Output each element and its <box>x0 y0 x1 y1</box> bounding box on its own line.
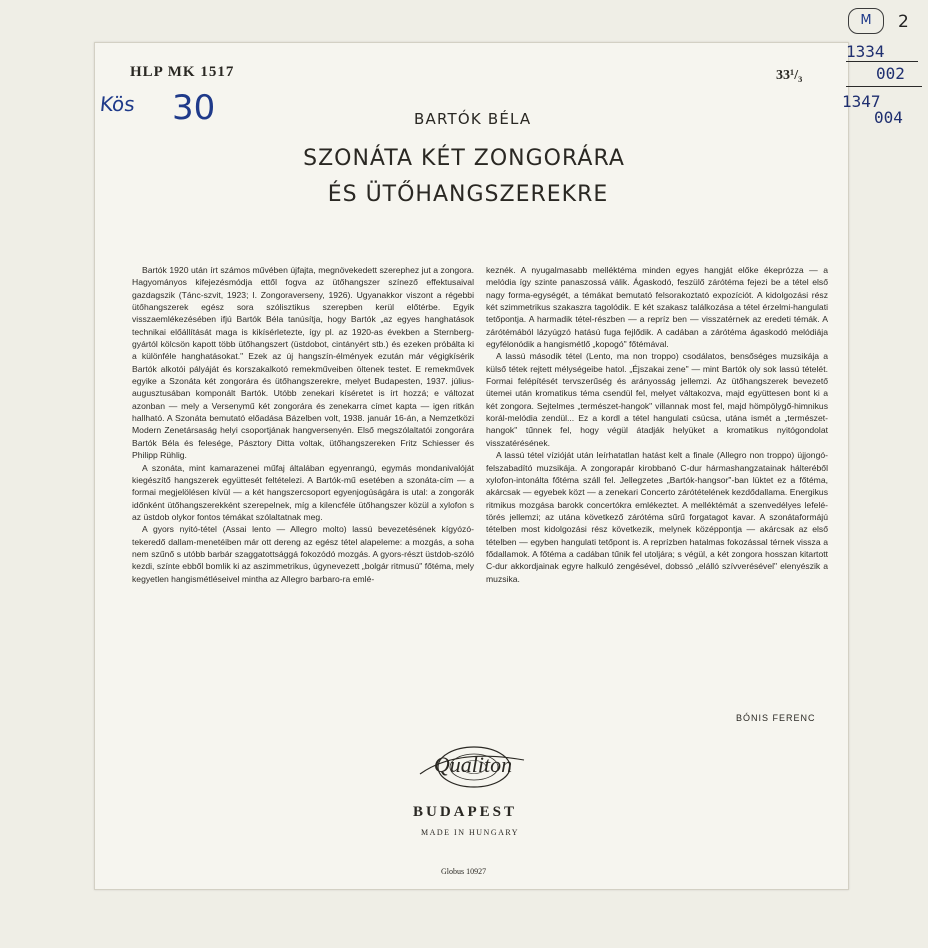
handwritten-kos-note: Kös <box>98 92 137 116</box>
code-underline <box>846 86 922 87</box>
playback-speed: 33¹/₃ <box>776 68 803 83</box>
archive-code-3: 1347 <box>842 92 881 111</box>
album-title-line-1: SZONÁTA KÉT ZONGORÁRA <box>303 146 625 171</box>
liner-paragraph: A lassú második tétel (Lento, ma non troppo) csodálatos, bensőséges muzsikája a külső tétek rejtett mélységeibe hatol. „Éjszakai zene" — mint Bartók oly sok lassú tételét. Formai felépítését tervszerűség és arányosság jellemzi. Az ütőhangszerek bevezető ütemei után kromatikus téma csendül fel, melyet váltakozva, majd együttesen bont ki a két zongora. Sejtelmes „természet-hangok" villannak most fel, majd hömpölygő-himnikus korál-melódia zendül... Ez a kordl a tétel hangulati csúcsa, utána ismét a „természet-hangok" tűnnek fel, hogy végül átadják helyüket a kromatikus nyitógondolat visszatérésének. <box>486 351 828 448</box>
catalog-number: HLP MK 1517 <box>130 64 235 80</box>
composer-name: BARTÓK BÉLA <box>414 110 532 128</box>
hand-note-box: M <box>848 8 884 34</box>
author-signature: BÓNIS FERENC <box>736 713 816 723</box>
liner-paragraph: keznék. A nyugalmasabb melléktéma minden egyes hangját előke ékeprózza — a melódia így szinte panaszossá válik. Ágaskodó, feszülő zárótéma fejezi be a tétel első nagy forma-egységét, a témákat bemutató felsorakoztató expozíciót. A kidolgozási rész két szimmetrikus szakaszra tagolódik. E két szakasz találkozása a tétel érzelmi-hangulati tetőpontja. A harmadik tétel-részben — a repríz ben — visszatérnek az eredeti témák. A zárótémából lázyúgzó hatású fuga fejlődik. A cadában a zárótéma ágaskodó melódiája egyfélonódik a hangismétlő „kopogó" főtémával. <box>486 265 828 350</box>
liner-notes-right-column <box>486 264 828 585</box>
liner-notes-left-column <box>132 264 474 585</box>
liner-paragraph: Bartók 1920 után írt számos művében újfajta, megnövekedett szerephez jut a zongora. Hagyományos kifejezésmódja ettől fogva az ütőhangszer színező effektusaival gazdagszik (Tánc-szvit, 1923; I. Zongoraverseny, 1926). Ugyanakkor viszont a régebbi ütőhangszerek egész sora szólisztikus szerepben kerül előtérbe. Egyik visszaemlékezésében ifjú Bartók Béla tanúsítja, hogy Bartók „az egyes hanghatások technikai előállítását maga is kikísérletezte, így pl. az 1920-as években a Sternberg-gyártól kölcsön kapott több ütőhangszert (üstdobot, cintányért stb.) és ezeken próbálta ki a különféle hanghatásokat." Ezek az új hangszín-élmények ezután már végigkísérik Bartók alkotói pályáját és korszakalkotó remekműveiben öltenek testet. E remekművek egyike a Szonáta két zongorára és ütőhangszerekre, melyet Budapesten, 1937. július-augusztusában komponált Bartók. Utóbb zenekari kíséretet is írt hozzá; e változat azonban — mely a Versenymű két zongorára és zenekarra címet kapta — igen ritkán hallható. A Szonáta bemutató előadása Bázelben volt, 1938. január 16-án, a Nemzetközi Modern Zenetársaság helyi csoportjának hangversenyén. Első megszólaltatói zongorára Bartók Béla és felesége, Pásztory Ditta voltak, ütőhangszereken Fritz Schiesser és Philipp Rühlig. <box>132 265 474 461</box>
archive-code-2: 002 <box>876 64 905 83</box>
printer-code: Globus 10927 <box>441 867 487 876</box>
liner-paragraph: A szonáta, mint kamarazenei műfaj általában egyenrangú, egymás mondanivalóját kiegészítő hangszerek együttesét feltételezi. A Bartók-mű esetében a szonáta-cím — a formai megjelölésen kívül — a két hangszercsoport egyenjogúságára is utal: a zongorák időnként ütőhangszerekként szerepelnek, míg a kilencféle ütőhangszer közül a xylofon s az üstdob olykor fontos témákat szólaltatnak meg. <box>132 462 474 522</box>
label-logo-text: Qualiton <box>433 752 513 777</box>
handwritten-number: 30 <box>172 88 216 128</box>
code-underline <box>846 61 918 62</box>
liner-paragraph: A lassú tétel vízióját után leírhatatlan hatást kelt a finale (Allegro non troppo) üjjongó-felszabadító muzsikája. A zongorapár kirobbanó C-dur hármashangzatainak hálteréből xylofon-intonálta főtéma száll fel. Jellegzetes „Bartók-hangsor"-ban lüktet ez a főtéma, akárcsak — egyebek közt — a zenekari Concerto zárótételének kezdődallama. Energikus ritmikus mozgása barokk concertókra emlékeztet. A melléktémát a szenvedélyes lefelé-törés jellemzi; az utána következő zárótéma sűrű forgatagot kavar. A szonátaformájú tételben most kidolgozási rész következik, melynek középpontja — akárcsak az első tételben — egyben hangulati tetőpont is. A reprízben hatalmas fokozással térnek vissza a fődallamok. A főtéma a cadában tűnik fel utoljára; s végül, a két zongora hosszan kitartott C-dur akkordjainak egyre halkuló zengésével, dobssó „elálló szívverésével" elenyészik a muzsika. <box>486 450 828 584</box>
archive-code-4: 004 <box>874 108 903 127</box>
label-city: BUDAPEST <box>413 804 518 820</box>
archive-code-1: 1334 <box>846 42 885 61</box>
hand-note-number: 2 <box>898 12 909 32</box>
album-title-line-2: ÉS ÜTŐHANGSZEREKRE <box>327 182 609 207</box>
made-in-text: MADE IN HUNGARY <box>421 828 520 837</box>
liner-paragraph: A gyors nyitó-tétel (Assai lento — Allegro molto) lassú bevezetésének kígyózó-tekeredő dallam-menetéiben már ott dereng az egész tétel alapeleme: a mozgás, a soha nem szűnő s utóbb barbár szaggatottsággá fokozódó mozgás. A gyors-részt üstdob-szóló kezdi, színte ebből bomlik ki az aszimmetrikus, úgynevezett „bolgár ritmusú" főtéma, mely kegyetlen hangismétléseivel mintha az Allegro barbaro-ra emlé- <box>132 524 474 584</box>
